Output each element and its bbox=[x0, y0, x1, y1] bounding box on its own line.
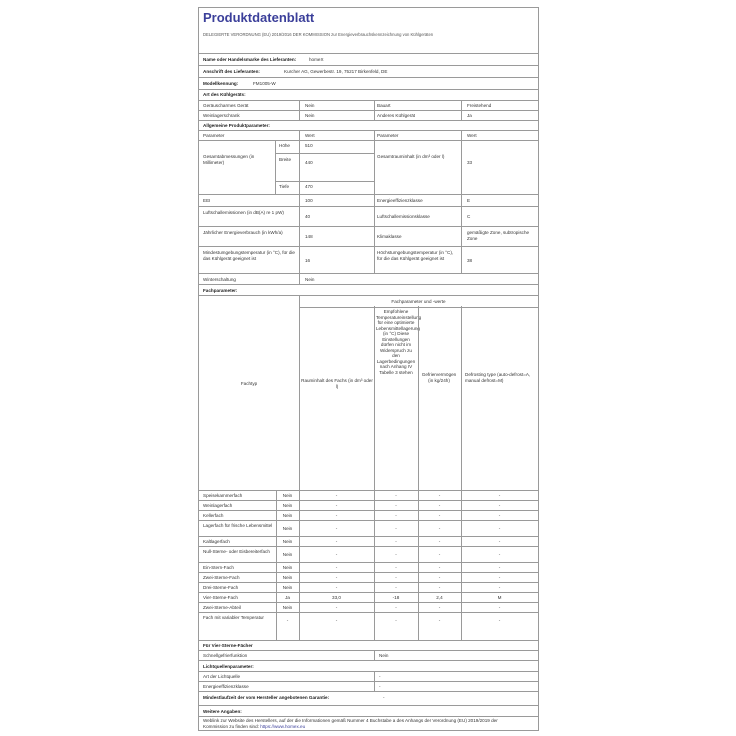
type-cell: Bauart bbox=[377, 103, 391, 108]
compartment-cell: - bbox=[498, 565, 501, 570]
compartment-cell: - bbox=[395, 618, 397, 623]
compartment-cell: - bbox=[438, 575, 441, 580]
further-text bbox=[203, 718, 503, 729]
compartment-cell: - bbox=[335, 503, 338, 508]
compartment-cell: Nein bbox=[282, 526, 293, 531]
supplier-address-row bbox=[199, 65, 538, 77]
manufacturer-link[interactable]: https://www.homex.eu bbox=[260, 723, 306, 729]
compartment-row bbox=[199, 562, 538, 572]
general-cell: E bbox=[467, 198, 471, 203]
compartment-type: Ein-Stern-Fach bbox=[203, 565, 234, 570]
general-cell: 16 bbox=[305, 258, 311, 263]
supplier-name-label: Name oder Handelsmarke des Lieferanten: bbox=[203, 57, 297, 62]
supplier-address-value: Kurcher AG, Gewerbestr. 19, 75217 Birkenfeld, DE bbox=[284, 69, 388, 74]
compartment-row bbox=[199, 612, 538, 628]
type-cell: Anderes Kühlgerät bbox=[377, 113, 416, 118]
compartment-cell: -18 bbox=[392, 595, 400, 600]
light-cell: Energieeffizienzklasse bbox=[203, 684, 249, 689]
compartment-cell: - bbox=[498, 503, 501, 508]
general-header-cell: Parameter bbox=[203, 133, 225, 138]
compartment-cell: - bbox=[498, 526, 501, 531]
col-volume-header: Rauminhalt des Fachs (in dm³ oder l) bbox=[301, 378, 373, 389]
type-row bbox=[199, 110, 538, 120]
compartment-cell: - bbox=[395, 513, 397, 518]
dimension-name: Tiefe bbox=[279, 184, 290, 189]
compartment-cell: - bbox=[438, 565, 441, 570]
compartment-cell: - bbox=[438, 526, 441, 531]
compartment-cell: - bbox=[395, 575, 397, 580]
general-cell: Winterschaltung bbox=[203, 277, 236, 282]
compartment-cell: - bbox=[438, 539, 441, 544]
general-cell: Mindestumgebungstemperatur (in °C), für die das Kühlgerät geeignet ist bbox=[203, 250, 295, 261]
compartment-cell: - bbox=[335, 605, 338, 610]
compartment-cell: - bbox=[498, 552, 501, 557]
compartment-cell: - bbox=[438, 493, 441, 498]
compartment-header-row bbox=[199, 295, 538, 490]
dimension-value: 510 bbox=[305, 143, 313, 148]
general-cell: 148 bbox=[305, 234, 313, 239]
general-cell: Klimaklasse bbox=[377, 234, 402, 239]
type-cell: Nein bbox=[305, 113, 315, 118]
compartment-row bbox=[199, 536, 538, 546]
general-row bbox=[199, 194, 538, 206]
warranty-value: - bbox=[383, 695, 385, 700]
compartment-cell: - bbox=[335, 513, 338, 518]
compartment-heading-row bbox=[199, 284, 538, 295]
col-freeze-header: Gefriervermögen (in kg/24h) bbox=[421, 372, 457, 383]
general-cell: Jährlicher Energieverbrauch (in kWh/a) bbox=[203, 230, 283, 235]
general-cell: gemäßigte Zone, subtropische Zone bbox=[467, 230, 530, 241]
compartment-cell: Ja bbox=[285, 595, 290, 600]
regulation-text: DELEGIERTE VERORDNUNG (EU) 2019/2016 DER KOMMISSION zur Energieverbrauchskennzeichnung von Kühlgeräten bbox=[203, 32, 434, 37]
further-heading: Weitere Angaben: bbox=[203, 709, 242, 714]
type-cell: Nein bbox=[305, 103, 315, 108]
compartment-type: Zwei-Sterne-Abteil bbox=[203, 605, 241, 610]
four-star-heading: Für Vier-Sterne-Fächer bbox=[203, 643, 253, 648]
dimension-value: 470 bbox=[305, 184, 313, 189]
dimensions-label: Gesamtabmessungen (in Millimeter) bbox=[203, 154, 255, 165]
general-header-row bbox=[199, 130, 538, 140]
page-title: Produktdatenblatt bbox=[203, 10, 315, 25]
compartment-cell: - bbox=[395, 493, 397, 498]
compartment-type: Fach mit variabler Temperatur bbox=[203, 615, 264, 620]
compartment-cell: - bbox=[438, 552, 441, 557]
compartment-cell: - bbox=[438, 618, 441, 623]
compartment-cell: - bbox=[335, 575, 338, 580]
compartment-cell: - bbox=[438, 513, 441, 518]
compartment-row bbox=[199, 510, 538, 520]
type-cell: Freistehend bbox=[467, 103, 492, 108]
compartment-row bbox=[199, 582, 538, 592]
supplier-name-row bbox=[199, 53, 538, 65]
compartment-cell: - bbox=[335, 618, 338, 623]
volume-label: Gesamtrauminhalt (in dm³ oder l) bbox=[377, 154, 445, 159]
compartment-cell: - bbox=[335, 493, 338, 498]
compartment-row bbox=[199, 546, 538, 562]
compartment-cell: - bbox=[395, 552, 397, 557]
compartment-cell: - bbox=[438, 503, 441, 508]
compartment-cell: - bbox=[335, 526, 338, 531]
compartment-cell: - bbox=[438, 605, 441, 610]
model-row bbox=[199, 77, 538, 89]
general-row bbox=[199, 246, 538, 273]
general-cell: 100 bbox=[305, 198, 313, 203]
compartment-row bbox=[199, 490, 538, 500]
supplier-address-label: Anschrift des Lieferanten: bbox=[203, 69, 260, 74]
light-row bbox=[199, 671, 538, 681]
type-cell: Geräuscharmes Gerät bbox=[203, 103, 249, 108]
light-row bbox=[199, 681, 538, 691]
type-cell: Ja bbox=[467, 113, 472, 118]
col-temp-header: Empfohlene Temperatureinstellung für eine optimierte Lebensmittellagerung (in °C) Diese Einstellungen dürfen nicht im Widerspruch zu den Lagerbedingungen nach Anhang IV Tabelle 3 stehen bbox=[376, 309, 422, 375]
compartment-cell: - bbox=[498, 493, 501, 498]
compartment-cell: Nein bbox=[282, 585, 293, 590]
compartment-type: Vier-Sterne-Fach bbox=[203, 595, 238, 600]
light-cell: Art der Lichtquelle bbox=[203, 674, 241, 679]
general-heading: Allgemeine Produktparameter: bbox=[203, 123, 270, 128]
light-heading-row bbox=[199, 660, 538, 671]
general-row bbox=[199, 226, 538, 246]
compartment-cell: - bbox=[498, 513, 501, 518]
compartment-type: Weinlagerfach bbox=[203, 503, 233, 508]
compartment-cell: - bbox=[395, 539, 397, 544]
volume-value: 33 bbox=[467, 160, 473, 165]
type-heading: Art des Kühlgeräts: bbox=[203, 92, 246, 97]
compartment-row bbox=[199, 572, 538, 582]
supplier-name-value: homeX bbox=[309, 57, 324, 62]
general-cell: C bbox=[467, 214, 471, 219]
general-header-cell: Wert bbox=[467, 133, 477, 138]
quick-freeze-label: Schnellgefrierfunktion bbox=[203, 653, 248, 658]
general-cell: 40 bbox=[305, 214, 311, 219]
compartment-type: Zwei-Sterne-Fach bbox=[203, 575, 240, 580]
compartment-cell: - bbox=[335, 565, 338, 570]
compartment-type: Kellerfach bbox=[203, 513, 224, 518]
compartment-type: Kaltlagerfach bbox=[203, 539, 230, 544]
compartment-cell: 2,4 bbox=[436, 595, 443, 600]
general-cell: Luftschallemissionsklasse bbox=[377, 214, 430, 219]
compartment-group-header: Fachparameter und -werte bbox=[391, 299, 446, 304]
compartment-cell: Nein bbox=[282, 605, 293, 610]
compartment-row bbox=[199, 520, 538, 536]
compartment-cell: - bbox=[395, 565, 397, 570]
general-heading-row bbox=[199, 120, 538, 130]
compartment-cell: M bbox=[497, 595, 502, 600]
compartment-cell: - bbox=[438, 585, 441, 590]
compartment-cell: - bbox=[335, 539, 338, 544]
compartment-type: Speisekammerfach bbox=[203, 493, 243, 498]
compartment-cell: Nein bbox=[282, 503, 293, 508]
compartment-type: Lagerfach für frische Lebensmittel bbox=[203, 523, 273, 528]
further-text-body: Weblink zur Website des Herstellers, auf der die Informationen gemäß Nummer 4 Buchstabe a des Anhangs der Verordnung (EU) 2019/2019 der Kommission zu finden sind: bbox=[203, 718, 498, 729]
compartment-row bbox=[199, 500, 538, 510]
compartment-cell: - bbox=[395, 503, 397, 508]
model-label: Modellkennung: bbox=[203, 81, 239, 86]
compartment-cell: Nein bbox=[282, 575, 293, 580]
compartment-cell: Nein bbox=[282, 565, 293, 570]
general-cell: 38 bbox=[467, 258, 473, 263]
general-cell: Luftschallemissionen (in dB(A) re 1 pW) bbox=[203, 210, 284, 215]
compartment-cell: Nein bbox=[282, 552, 293, 557]
general-cell: EEI bbox=[203, 198, 211, 203]
compartment-cell: - bbox=[335, 585, 338, 590]
compartment-cell: - bbox=[395, 605, 397, 610]
compartment-cell: - bbox=[335, 552, 338, 557]
general-cell: Energieeffizienzklasse bbox=[377, 198, 423, 203]
light-heading: Lichtquellenparameter: bbox=[203, 664, 254, 669]
compartment-row bbox=[199, 602, 538, 612]
dimension-name: Breite bbox=[279, 157, 292, 162]
compartment-cell: - bbox=[395, 585, 397, 590]
four-star-heading-row bbox=[199, 640, 538, 650]
further-text-row bbox=[199, 716, 538, 730]
general-header-cell: Parameter bbox=[377, 133, 399, 138]
light-cell: - bbox=[379, 674, 381, 679]
model-value: FM1005-W bbox=[253, 81, 276, 86]
warranty-row bbox=[199, 691, 538, 703]
general-header-cell: Wert bbox=[305, 133, 315, 138]
compartment-cell: - bbox=[498, 585, 501, 590]
type-row bbox=[199, 100, 538, 110]
compartment-cell: - bbox=[286, 618, 289, 623]
quick-freeze-value: Nein bbox=[379, 653, 389, 658]
compartment-row bbox=[199, 592, 538, 602]
compartment-cell: - bbox=[498, 618, 501, 623]
general-cell: Höchstumgebungstemperatur (in °C), für die das Kühlgerät geeignet ist bbox=[377, 250, 454, 261]
compartment-heading: Fachparameter: bbox=[203, 288, 238, 293]
general-cell: Nein bbox=[305, 277, 315, 282]
dimension-name: Höhe bbox=[279, 143, 290, 148]
compartment-cell: - bbox=[395, 526, 397, 531]
warranty-label: Mindestlaufzeit der vom Hersteller angebotenen Garantie: bbox=[203, 695, 330, 700]
general-row bbox=[199, 273, 538, 284]
col-defrost-header: Defrosting type (auto-defrost=A, manual defrost=M) bbox=[465, 372, 531, 383]
compartment-cell: Nein bbox=[282, 493, 293, 498]
compartment-cell: 33,0 bbox=[332, 595, 341, 600]
further-heading-row bbox=[199, 705, 538, 716]
type-heading-row bbox=[199, 89, 538, 100]
product-data-sheet bbox=[198, 7, 539, 731]
compartment-type: Null-Sterne- oder Eisbereiterfach bbox=[203, 549, 270, 554]
compartment-cell: Nein bbox=[282, 513, 293, 518]
compartment-cell: - bbox=[498, 605, 501, 610]
col-type-header: Fachtyp bbox=[240, 381, 258, 386]
dimensions-row bbox=[199, 140, 538, 194]
compartment-cell: - bbox=[498, 539, 501, 544]
quick-freeze-row bbox=[199, 650, 538, 660]
general-row bbox=[199, 206, 538, 226]
compartment-type: Drei-Sterne-Fach bbox=[203, 585, 239, 590]
compartment-cell: Nein bbox=[282, 539, 293, 544]
compartment-cell: - bbox=[498, 575, 501, 580]
light-cell: - bbox=[379, 684, 381, 689]
type-cell: Weinlagerschrank bbox=[203, 113, 240, 118]
dimension-value: 440 bbox=[305, 160, 313, 165]
